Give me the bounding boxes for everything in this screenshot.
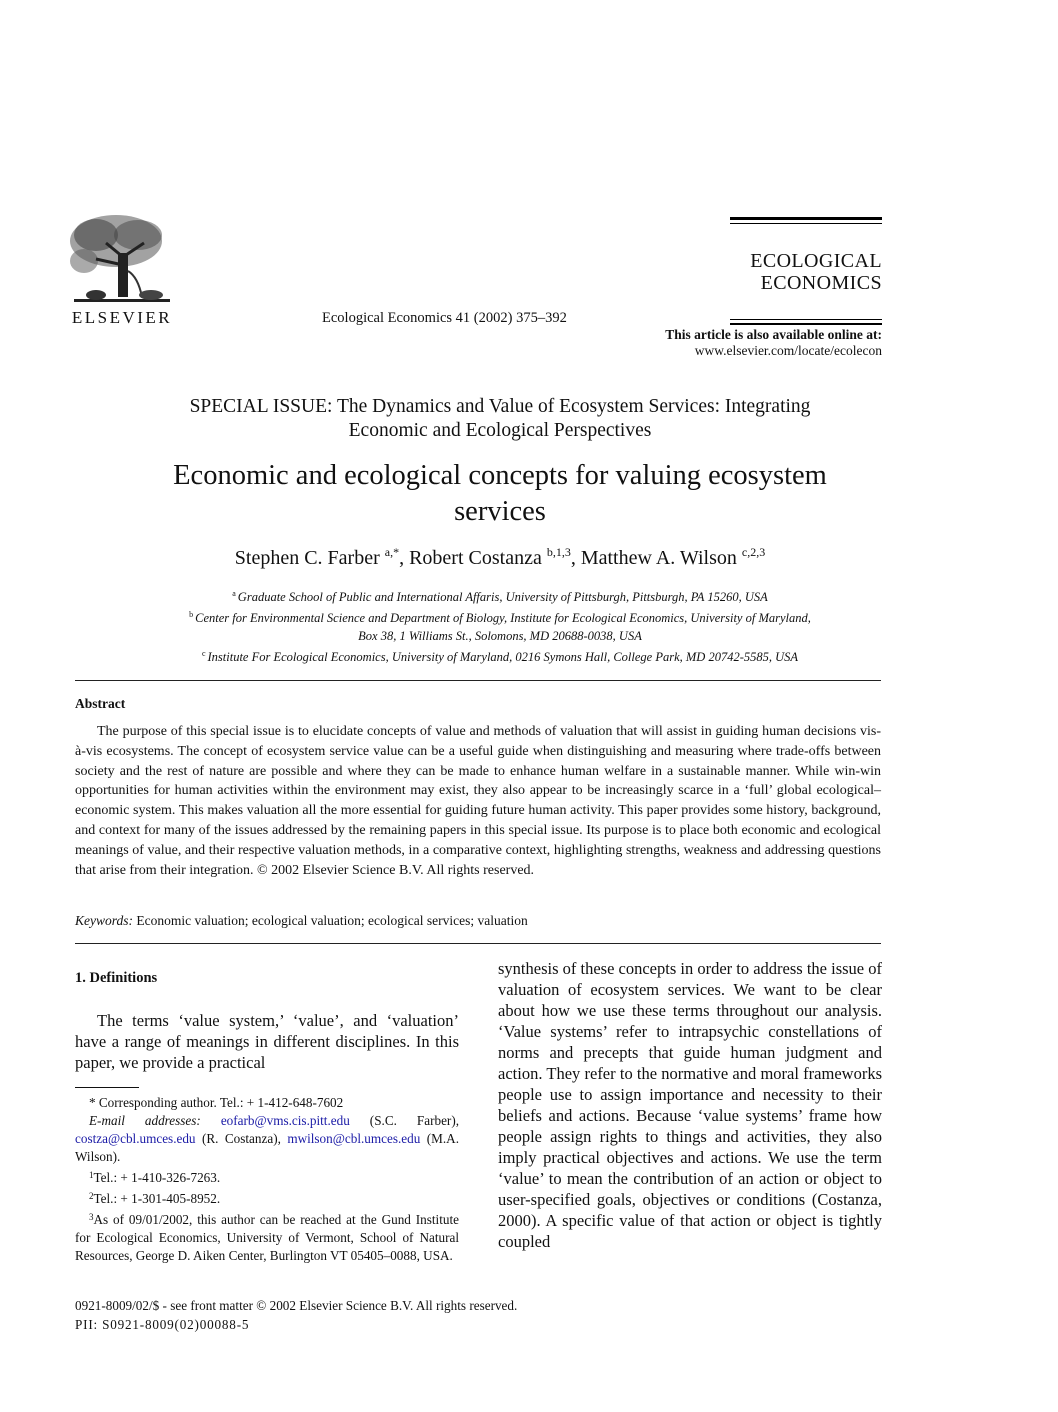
abstract-text: The purpose of this special issue is to elucidate concepts of value and methods of valuation that will assist in guiding human decisions vis-à-vis ecosystems. The concept of ecosystem service value can be a useful guide when distinguishing and measuring where trade-offs between society and the rest of nature are possible and where they can be made to enhance human welfare in a sustainable manner. While win-win opportunities for human activities within the environment may exist, they also appear to be increasingly scarce in a ‘full’ global ecological–economic system. This makes valuation all the more essential for guiding future human activity. This paper provides some history, background, and context for many of the issues addressed by the remaining papers in this special issue. Its purpose is to place both economic and ecological meanings of value, and their respective valuation methods, in a comparative context, highlighting strengths, weakness and addressing questions that arise from their integration. © 2002 Elsevier Science B.V. All rights reserved. xyxy=(75,724,881,878)
email-owner: (R. Costanza), xyxy=(201,1131,281,1146)
bottom-matter xyxy=(75,1296,517,1334)
footnote-corresponding: * Corresponding author. Tel.: + 1-412-648-7602 xyxy=(89,1095,344,1110)
author-marks[interactable]: c,2,3 xyxy=(741,545,766,559)
footnote-2 xyxy=(75,1187,459,1208)
footnote-emails xyxy=(75,1112,459,1166)
footnote-3 xyxy=(75,1208,459,1265)
email-link[interactable]: mwilson@cbl.umces.edu xyxy=(287,1131,421,1146)
journal-name-line1: ECOLOGICAL xyxy=(750,250,882,272)
journal-reference: Ecological Economics 41 (2002) 375–392 xyxy=(322,310,567,326)
email-link[interactable]: costza@cbl.umces.edu xyxy=(75,1131,196,1146)
author-list: Stephen C. Farber $^{a,*}$, Robert Costanza $^{b,1,3}$, Matthew A. Wilson $^{c,2,3}$ xyxy=(234,545,766,569)
author-name: Robert Costanza xyxy=(409,547,542,569)
keywords-list: Economic valuation; ecological valuation; ecological services; valuation xyxy=(136,913,528,928)
article-title-line2: services xyxy=(454,496,546,527)
author-name: Matthew A. Wilson xyxy=(580,547,737,569)
affiliation-a xyxy=(60,585,940,606)
email-owner: (S.C. Farber), xyxy=(369,1113,460,1128)
header-rule-bottom-thin xyxy=(730,319,882,320)
footnote-text: Tel.: + 1-410-326-7263. xyxy=(93,1170,221,1185)
footnotes xyxy=(75,1094,459,1265)
affiliation-b-cont xyxy=(60,627,940,645)
footnote-text: As of 09/01/2002, this author can be reached at the Gund Institute for Ecological Economics, University of Vermont, School of Natural Resources, George D. Aiken Center, Burlington VT 05405–0088, USA. xyxy=(75,1212,459,1263)
journal-name-line2: ECONOMICS xyxy=(760,272,882,294)
footnote-mark: 3 xyxy=(89,1212,94,1222)
footnote-mark: 1 xyxy=(89,1170,94,1180)
issn-line: 0921-8009/02/$ - see front matter © 2002 Elsevier Science B.V. All rights reserved. xyxy=(75,1298,518,1313)
affiliation-text: Institute For Ecological Economics, University of Maryland, 0216 Symons Hall, College Park, MD 20742-5585, USA xyxy=(207,650,799,664)
abstract-top-divider xyxy=(75,680,881,681)
affiliation-text: Graduate School of Public and International Affaris, University of Pittsburgh, Pittsburgh, PA 15260, USA xyxy=(237,590,768,604)
journal-name xyxy=(700,250,882,294)
online-notice: This article is also available online at: xyxy=(665,327,882,342)
right-column-text: synthesis of these concepts in order to address the issue of valuation of ecosystem services. We want to be clear about how we use these terms throughout our analysis. ‘Value systems’ refer to intrapsychic constellations of norms and precepts that guide human judgment and action. They refer to the normative and moral frameworks people use to assign importance and necessity to their beliefs and actions. Because ‘value systems’ frame how people assign rights to things and activities, they also imply practical objectives and actions. We use the term ‘value’ to mean the contribution of an action or object to user-specified goals, objectives or conditions (Costanza, 2000). A specific value of that action or object is tightly coupled xyxy=(498,959,882,1251)
affiliation-mark: b xyxy=(189,610,194,619)
author-name: Stephen C. Farber xyxy=(234,547,380,569)
pii-line: PII: S0921-8009(02)00088-5 xyxy=(75,1317,250,1332)
special-issue-line1: SPECIAL ISSUE: The Dynamics and Value of Ecosystem Services: Integrating xyxy=(189,396,811,417)
header-rule-top xyxy=(730,217,882,220)
footnote-1 xyxy=(75,1166,459,1187)
section-heading: 1. Definitions xyxy=(75,970,158,986)
header-rule-top-thin xyxy=(730,223,882,224)
affiliation-text: Box 38, 1 Williams St., Solomons, MD 20688-0038, USA xyxy=(358,629,642,643)
email-label: E-mail addresses: xyxy=(89,1113,201,1128)
footnote-mark: 2 xyxy=(89,1191,94,1201)
affiliation-mark: c xyxy=(201,649,206,658)
keywords-label: Keywords: xyxy=(75,913,133,928)
affiliation-mark: a xyxy=(232,589,236,598)
affiliations xyxy=(60,585,940,666)
email-owner: (M.A. Wilson). xyxy=(75,1131,459,1164)
header-rule-bottom xyxy=(730,323,882,325)
author-marks[interactable]: a,* xyxy=(384,545,400,559)
affiliation-c xyxy=(60,645,940,666)
article-title-line1: Economic and ecological concepts for valuing ecosystem xyxy=(173,460,827,491)
keywords xyxy=(75,913,881,929)
abstract-heading: Abstract xyxy=(75,696,126,711)
online-url[interactable]: www.elsevier.com/locate/ecolecon xyxy=(694,343,882,358)
left-column-text: The terms ‘value system,’ ‘value’, and ‘valuation’ have a range of meanings in different disciplines. In this paper, we provide a practical xyxy=(75,1011,459,1072)
footnote-rule xyxy=(75,1087,139,1088)
affiliation-text: Center for Environmental Science and Department of Biology, Institute for Ecological Economics, University of Maryland, xyxy=(195,611,811,625)
tree-logo-icon xyxy=(66,213,178,309)
email-link[interactable]: eofarb@vms.cis.pitt.edu xyxy=(220,1113,350,1128)
publisher-logo-text: ELSEVIER xyxy=(71,308,173,327)
footnote-text: Tel.: + 1-301-405-8952. xyxy=(93,1191,221,1206)
special-issue-title xyxy=(60,395,940,443)
author-marks[interactable]: b,1,3 xyxy=(546,545,571,559)
affiliation-b xyxy=(60,606,940,627)
article-title xyxy=(60,458,940,530)
special-issue-line2: Economic and Ecological Perspectives xyxy=(348,420,652,441)
abstract-bottom-divider xyxy=(75,943,881,944)
